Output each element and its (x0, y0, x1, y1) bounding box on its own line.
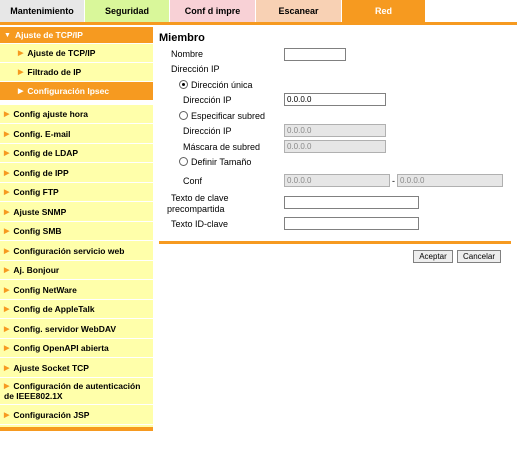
sidebar-item-ftp[interactable] (0, 183, 153, 202)
sidebar-item-time[interactable] (0, 105, 153, 124)
triangle-right-icon: ▶ (4, 306, 10, 313)
sidebar-item-label: Ajuste Socket TCP (13, 362, 89, 373)
triangle-right-icon: ▶ (4, 345, 10, 352)
define-size-radio[interactable] (179, 157, 188, 166)
sidebar-item-ipsec[interactable] (0, 82, 153, 101)
single-ip-label: Dirección IP (183, 95, 232, 105)
sidebar-item-ldap[interactable] (0, 144, 153, 163)
triangle-right-icon: ▶ (18, 50, 24, 57)
define-size-label: Definir Tamaño (191, 157, 252, 167)
sidebar-item-label: Configuración Ipsec (27, 86, 110, 96)
sidebar-item-label: Configuración JSP (13, 409, 90, 420)
accept-button[interactable]: Aceptar (413, 250, 453, 263)
triangle-down-icon: ▼ (4, 31, 11, 39)
keyid-label: Texto ID-clave (171, 219, 229, 229)
sidebar-item-label: Config. E-mail (13, 128, 71, 139)
triangle-right-icon: ▶ (4, 208, 10, 216)
subnet-mask-field[interactable] (284, 140, 386, 153)
sidebar-item-label: Ajuste de TCP/IP (14, 30, 83, 40)
sidebar-item-label: Config NetWare (13, 284, 77, 295)
sidebar-item-openapi[interactable] (0, 339, 153, 358)
sidebar-item-ipp[interactable] (0, 163, 153, 183)
form-separator (159, 241, 511, 244)
keyid-field[interactable] (284, 217, 419, 230)
sidebar-item-label: Config de AppleTalk (13, 304, 95, 314)
sidebar (0, 27, 153, 433)
sidebar-item-tcpip-group[interactable] (0, 27, 153, 44)
sidebar-item-label: Config FTP (13, 187, 59, 197)
triangle-right-icon: ▶ (4, 189, 10, 196)
range-dash: - (392, 176, 395, 186)
subnet-ip-field[interactable] (284, 124, 386, 137)
sidebar-item-label: Config de IPP (13, 167, 69, 178)
single-address-label: Dirección única (191, 80, 253, 90)
triangle-right-icon: ▶ (4, 247, 10, 255)
psk-label-line1: Texto de clave (171, 193, 229, 203)
page-title: Miembro (159, 32, 205, 44)
tab-print-settings[interactable]: Conf d impre (170, 0, 256, 22)
sidebar-item-webdav[interactable] (0, 319, 153, 339)
triangle-right-icon: ▶ (18, 69, 24, 76)
sidebar-item-snmp[interactable] (0, 202, 153, 222)
triangle-right-icon: ▶ (4, 111, 10, 118)
sidebar-item-smb[interactable] (0, 222, 153, 241)
psk-label-line2: precompartida (167, 204, 225, 214)
tab-maintenance[interactable]: Mantenimiento (0, 0, 85, 22)
single-address-radio[interactable] (179, 80, 188, 89)
single-ip-field[interactable] (284, 93, 386, 106)
ip-section-label: Dirección IP (171, 64, 220, 74)
sidebar-item-label: Config ajuste hora (13, 109, 89, 119)
psk-field[interactable] (284, 196, 419, 209)
sidebar-item-ieee8021x[interactable] (0, 378, 153, 405)
conf-label: Conf (183, 176, 203, 186)
sidebar-item-label: Aj. Bonjour (13, 265, 60, 275)
sidebar-item-label: Configuración de autenticación (13, 381, 141, 391)
subnet-mask-label: Máscara de subred (183, 142, 261, 152)
tab-security[interactable]: Seguridad (85, 0, 170, 22)
tab-underline (0, 22, 517, 25)
sidebar-item-bonjour[interactable] (0, 261, 153, 280)
triangle-right-icon: ▶ (4, 411, 10, 419)
top-tab-bar (0, 0, 517, 24)
triangle-right-icon: ▶ (4, 130, 10, 138)
cancel-button[interactable]: Cancelar (457, 250, 501, 263)
sidebar-item-label: Configuración servicio web (13, 245, 125, 256)
subnet-radio-label: Especificar subred (191, 111, 266, 121)
sidebar-item-web-service[interactable] (0, 241, 153, 261)
conf-range-end-field[interactable] (397, 174, 503, 187)
conf-range-start-field[interactable] (284, 174, 390, 187)
sidebar-item-label: Config OpenAPI abierta (13, 343, 109, 353)
sidebar-item-netware[interactable] (0, 280, 153, 300)
sidebar-item-label: Config de LDAP (13, 148, 79, 158)
triangle-right-icon: ▶ (4, 150, 10, 157)
sidebar-item-label: Ajuste SNMP (13, 206, 67, 217)
sidebar-item-ip-filter[interactable] (0, 63, 153, 82)
sidebar-item-email[interactable] (0, 124, 153, 144)
sidebar-item-socket-tcp[interactable] (0, 358, 153, 378)
triangle-right-icon: ▶ (4, 228, 10, 235)
triangle-right-icon: ▶ (4, 286, 10, 294)
tab-scan[interactable]: Escanear (256, 0, 342, 22)
triangle-right-icon: ▶ (4, 325, 10, 333)
sidebar-item-jsp[interactable] (0, 405, 153, 425)
name-field[interactable] (284, 48, 346, 61)
triangle-right-icon: ▶ (4, 364, 10, 372)
sidebar-item-label: Config. servidor WebDAV (13, 323, 117, 334)
sidebar-bottom-bar (0, 427, 153, 431)
subnet-ip-label: Dirección IP (183, 126, 232, 136)
tab-network[interactable]: Red (342, 0, 426, 22)
triangle-right-icon: ▶ (4, 267, 10, 274)
triangle-right-icon: ▶ (18, 88, 24, 95)
sidebar-item-appletalk[interactable] (0, 300, 153, 319)
sidebar-item-label: Filtrado de IP (27, 67, 82, 77)
sidebar-item-label: Config SMB (13, 226, 62, 236)
sidebar-item-label-line2: de IEEE802.1X (4, 391, 63, 401)
subnet-radio[interactable] (179, 111, 188, 120)
triangle-right-icon: ▶ (4, 169, 10, 177)
name-label: Nombre (171, 49, 204, 59)
sidebar-item-label: Ajuste de TCP/IP (27, 48, 96, 58)
sidebar-item-tcpip-settings[interactable] (0, 44, 153, 63)
triangle-right-icon: ▶ (4, 383, 10, 390)
